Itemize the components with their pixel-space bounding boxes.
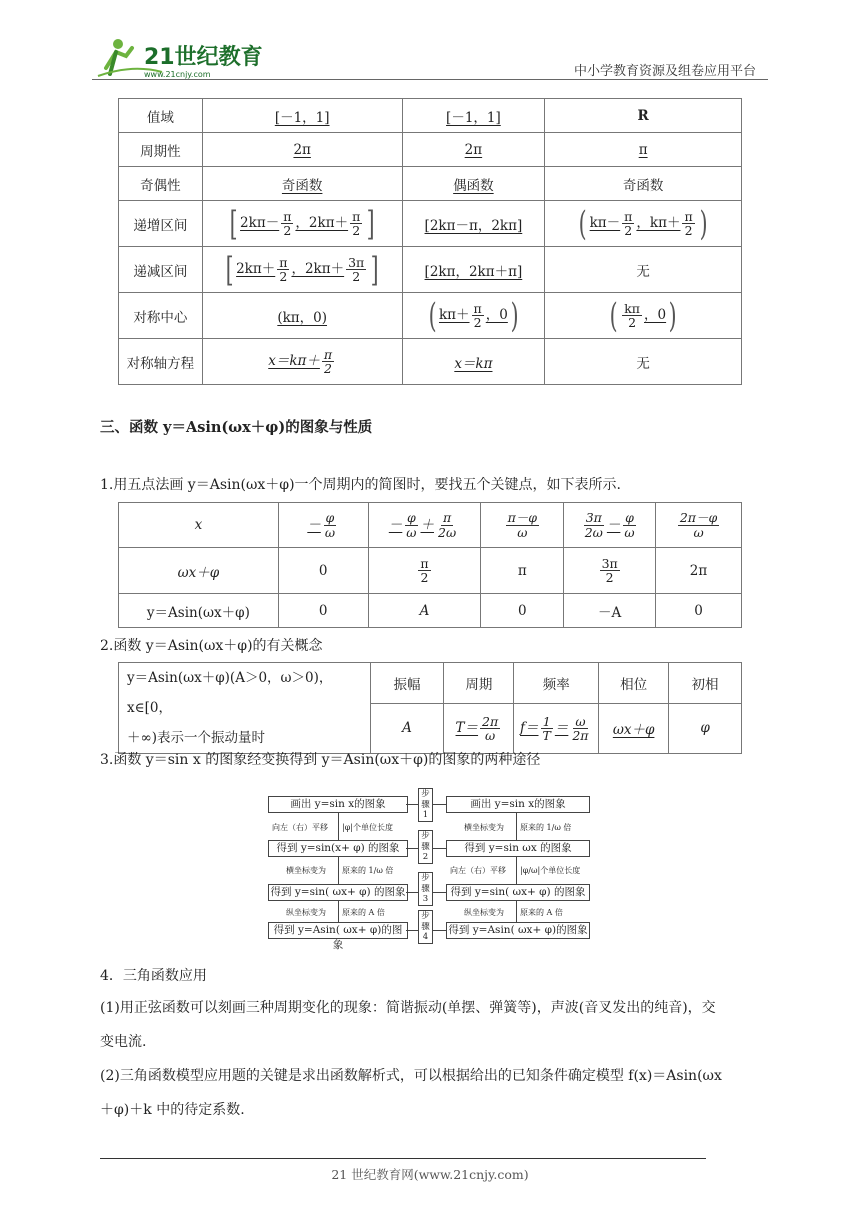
- flow-left-box-3: 得到 y=sin( ωx+ φ) 的图象: [268, 884, 408, 901]
- cell: [－1，1]: [202, 99, 402, 133]
- cell: － $\frac{\varphi}{\omega}$: [278, 503, 368, 548]
- cell: R: [545, 99, 742, 133]
- cell: [－1，1]: [402, 99, 545, 133]
- flow-left-box-2: 得到 y=sin(x+ φ) 的图象: [268, 840, 408, 857]
- logo-text: 21世纪教育: [144, 45, 262, 70]
- cell: ( $\frac{k\pi}{2}$ ，0 ): [545, 293, 742, 339]
- flow-right-box-4: 得到 y=Asin( ωx+ φ)的图象: [446, 922, 590, 939]
- flow-right-label-3: 纵坐标变为: [464, 908, 504, 917]
- cell: 0: [656, 594, 742, 628]
- paragraph: 变电流.: [100, 1034, 147, 1050]
- cell: 奇函数: [545, 167, 742, 201]
- cell: T＝ $\frac{2\pi}{\omega}$: [444, 703, 514, 753]
- cell: $\frac{2\pi-\varphi}{\omega}$: [656, 503, 742, 548]
- flow-right-box-3: 得到 y=sin( ωx+ φ) 的图象: [446, 884, 590, 901]
- cell: 2π: [402, 133, 545, 167]
- logo-url: www.21cnjy.com: [144, 70, 211, 79]
- flow-right-value-2: |φ/ω|个单位长度: [520, 866, 581, 875]
- concept-desc: y＝Asin(ωx＋φ)(A＞0，ω＞0)，x∈[0， ＋∞)表示一个振动量时: [119, 663, 371, 754]
- step-1-box: 步骤1: [418, 788, 433, 822]
- paragraph: 2.函数 y＝Asin(ωx＋φ)的有关概念: [100, 638, 323, 654]
- paragraph: (1)用正弦函数可以刻画三种周期变化的现象：简谐振动(单摆、弹簧等)，声波(音叉发出的纯音)，交: [100, 1000, 716, 1016]
- paragraph: (2)三角函数模型应用题的关键是求出函数解析式，可以根据给出的已知条件确定模型 f(x)＝Asin(ωx: [100, 1068, 722, 1084]
- header-tagline: 中小学教育资源及组卷应用平台: [573, 64, 756, 79]
- concept-table: [118, 662, 742, 754]
- cell: 无: [545, 339, 742, 385]
- cell: $\frac{3\pi}{2\omega}$ － $\frac{\varphi}{\omega}$: [564, 503, 656, 548]
- footer-text: 21 世纪教育网(www.21cnjy.com): [331, 1167, 529, 1182]
- row-label: 递减区间: [119, 247, 203, 293]
- flow-right-value-1: 原来的 1/ω 倍: [520, 823, 572, 832]
- cell: x＝kπ＋ $\frac{\pi}{2}$: [202, 339, 402, 385]
- cell: －A: [564, 594, 656, 628]
- row-label: 对称轴方程: [119, 339, 203, 385]
- row-label: ωx＋φ: [119, 548, 279, 594]
- row-label: 对称中心: [119, 293, 203, 339]
- cell: [2kπ－π，2kπ]: [402, 201, 545, 247]
- header-period: 周期: [444, 663, 514, 704]
- cell: － $\frac{\varphi}{\omega}$ ＋ $\frac{\pi}{2\omega}$: [368, 503, 481, 548]
- row-label: 值域: [119, 99, 203, 133]
- step-3-box: 步骤3: [418, 872, 433, 906]
- flow-right-label-1: 横坐标变为: [464, 823, 504, 832]
- cell: ( kπ＋ $\frac{\pi}{2}$ ，0 ): [402, 293, 545, 339]
- transformation-flowchart: [266, 786, 590, 951]
- cell: π: [481, 548, 564, 594]
- flow-left-value-3: 原来的 A 倍: [342, 908, 385, 917]
- cell: 偶函数: [402, 167, 545, 201]
- footer-divider: [100, 1158, 706, 1159]
- cell: $\frac{3\pi}{2}$: [564, 548, 656, 594]
- flow-left-label-2: 横坐标变为: [286, 866, 326, 875]
- cell: ( kπ－ $\frac{\pi}{2}$ ，kπ＋ $\frac{\pi}{2}$ ): [545, 201, 742, 247]
- cell: $\frac{\pi-\varphi}{\omega}$: [481, 503, 564, 548]
- flow-left-box-1: 画出 y=sin x的图象: [268, 796, 408, 813]
- paragraph: 3.函数 y＝sin x 的图象经变换得到 y＝Asin(ωx＋φ)的图象的两种途径: [100, 752, 541, 768]
- site-logo: [92, 34, 262, 82]
- cell: φ: [669, 703, 742, 753]
- step-4-box: 步骤4: [418, 910, 433, 944]
- flow-left-label-3: 纵坐标变为: [286, 908, 326, 917]
- paragraph: ＋φ)＋k 中的待定系数.: [100, 1102, 245, 1118]
- cell: (kπ，0): [202, 293, 402, 339]
- flow-right-box-1: 画出 y=sin x的图象: [446, 796, 590, 813]
- row-label: 周期性: [119, 133, 203, 167]
- flow-right-box-2: 得到 y=sin ωx 的图象: [446, 840, 590, 857]
- cell: 无: [545, 247, 742, 293]
- cell: x＝kπ: [402, 339, 545, 385]
- flow-right-label-2: 向左（右）平移: [450, 866, 506, 875]
- cell: 2π: [202, 133, 402, 167]
- header-divider: [92, 79, 768, 80]
- cell: f＝ $\frac{1}{T}$ ＝ $\frac{\omega}{2\pi}$: [514, 703, 599, 753]
- x-label: x: [119, 503, 279, 548]
- cell: 0: [278, 594, 368, 628]
- subsection-heading: 4．三角函数应用: [100, 968, 207, 984]
- header-initial-phase: 初相: [669, 663, 742, 704]
- cell: [ 2kπ＋ $\frac{\pi}{2}$ ，2kπ＋ $\frac{3\pi}{2}$ ]: [202, 247, 402, 293]
- five-point-table: [118, 502, 742, 628]
- cell: 0: [278, 548, 368, 594]
- header-phase: 相位: [599, 663, 669, 704]
- cell: $\frac{\pi}{2}$: [368, 548, 481, 594]
- flow-left-value-1: |φ|个单位长度: [342, 823, 393, 832]
- row-label: y＝Asin(ωx＋φ): [119, 594, 279, 628]
- flow-left-label-1: 向左（右）平移: [272, 823, 328, 832]
- paragraph: 1.用五点法画 y＝Asin(ωx＋φ)一个周期内的简图时，要找五个关键点，如下表所示.: [100, 477, 621, 493]
- flow-right-value-3: 原来的 A 倍: [520, 908, 563, 917]
- cell: 0: [481, 594, 564, 628]
- cell: 奇函数: [202, 167, 402, 201]
- flow-left-value-2: 原来的 1/ω 倍: [342, 866, 394, 875]
- trig-properties-table: [118, 98, 742, 385]
- cell: [2kπ，2kπ＋π]: [402, 247, 545, 293]
- cell: A: [368, 594, 481, 628]
- section-heading: 三、函数 y＝Asin(ωx＋φ)的图象与性质: [100, 419, 373, 436]
- row-label: 奇偶性: [119, 167, 203, 201]
- cell: A: [370, 703, 444, 753]
- row-label: 递增区间: [119, 201, 203, 247]
- step-2-box: 步骤2: [418, 830, 433, 864]
- flow-left-box-4: 得到 y=Asin( ωx+ φ)的图象: [268, 922, 408, 939]
- cell: [ 2kπ－ $\frac{\pi}{2}$ ，2kπ＋ $\frac{\pi}{2}$ ]: [202, 201, 402, 247]
- cell: π: [545, 133, 742, 167]
- cell: ωx＋φ: [599, 703, 669, 753]
- header-frequency: 频率: [514, 663, 599, 704]
- cell: 2π: [656, 548, 742, 594]
- header-amplitude: 振幅: [370, 663, 444, 704]
